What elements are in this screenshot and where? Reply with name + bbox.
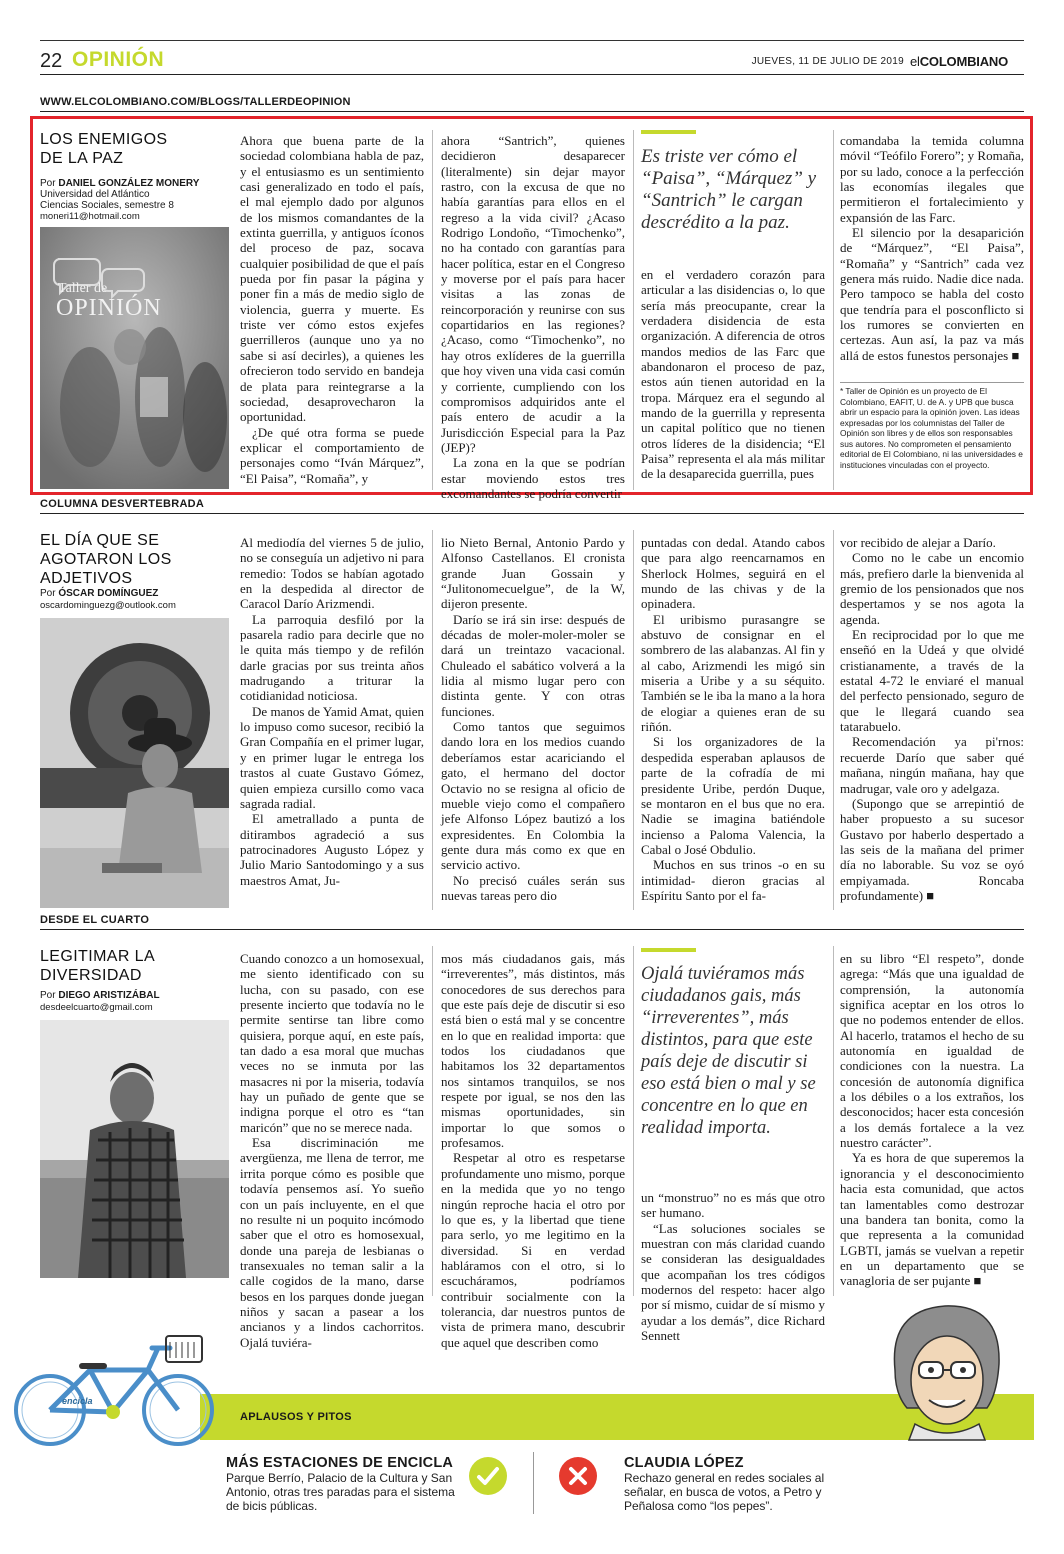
paragraph: Si los organizadores de la despedida esperaban aplausos de parte de la cofradía de mi presidente Uribe, perdón Duque, se montaron en el bus que no era. Nadie se imagina batiéndole incienso a Paloma Valencia, la Cabal o José Obdulio. xyxy=(641,734,825,857)
column-divider xyxy=(833,946,834,1296)
paragraph: en su libro “El respeto”, donde agrega: “Más que una igualdad de comprensión, la autonomía significa aceptar en los otros lo que no podemos entender de ellos. Al hacerlo, tratamos el hecho de su autonomía en igualdad de condiciones con la nuestra. La concesión de autonomía dignifica a los débiles o a los extraños, los desconocidos; hacer esta concesión a los demás fortalece a la vez nuestro carácter”. xyxy=(840,951,1024,1151)
top-rule xyxy=(40,40,1024,41)
paragraph: En reciprocidad por lo que me enseñó en la Udeá y que olvidé cristianamente, a través de la estatal 4-72 le enviaré el manual del perfecto pensionado, seguro de que le llegará cuando sea tatarabuelo. xyxy=(840,627,1024,735)
paragraph: Cuando conozco a un homosexual, me siento identificado con su lucha, con su pasado, con ese presente incierto que todavía no le permite sentirse tan libre como quisiera, porque aquí, en este país, tan dado a esa moral que muchas veces no se inmuta por las masacres ni por la miseria, todavía hay un puñado de gente que se indigna porque el otro es “tan maricón” que no se merece nada. xyxy=(240,951,424,1135)
paragraph: Esa discriminación me avergüenza, me llena de terror, me irrita porque cómo es posible que todavía pensemos así. Yo sueño con un país incluyente, en el que no resulte ni un poquito incómodo saber que el otro es homosexual, donde una pareja de lesbianas o transexuales no teman salir a la calle cogidos de la mano, darse besos en los parques donde juegan niños y sacan a pasear a los ancianos y a lindos cachorritos. Ojalá tuviéra- xyxy=(240,1135,424,1350)
paragraph: Ahora que buena parte de la sociedad colombiana habla de paz, y el entusiasmo es un sentimiento casi generalizado en todo el país, el mal ejemplo dado por algunos de los mismos comandantes de la extinta guerrilla, y antiguos íconos del proceso de paz, socava cualquier posibilidad de que el país pueda por fin pasar la página y poner fin a más de medio siglo de violencia, guerra y muerte. Es triste ver cómo estos exjefes guerrilleros (aunque uno ya no sabe si así decirles), a quienes les ofrecieron todo servido en bandeja de plata para reintegrarse a la sociedad, desaprovecharon la oportunidad. xyxy=(240,133,424,425)
title-line: DIVERSIDAD xyxy=(40,967,142,984)
paragraph: vor recibido de alejar a Darío. xyxy=(840,535,996,550)
paragraph: lio Nieto Bernal, Antonio Pardo y Alfonso Castellanos. El cronista grande Juan Gossain y “Julitonomecuelgue”, de la W, dijeron presente. xyxy=(441,535,625,612)
bicycle-icon xyxy=(8,1330,218,1454)
article-column-1 xyxy=(240,951,424,1350)
article-title xyxy=(40,130,230,168)
article-column-2 xyxy=(441,133,625,501)
check-icon xyxy=(468,1456,508,1496)
article-column-4 xyxy=(840,951,1024,1296)
bike-brand-label: encicla xyxy=(62,1396,93,1406)
paragraph: No precisó cuáles serán sus nuevas tareas pero dio xyxy=(441,872,625,903)
article-title xyxy=(40,947,230,985)
paragraph: Como tantos que seguimos dando lora en los medios cuando deberíamos estar acariciando el gato, el hermano del doctor Octavio no se resigna al oficio de mueble viejo como el compañero jefe Alfonso López bautizó a los expresidentes. En Colombia la gente dura más como ex que en servicio activo. xyxy=(441,719,625,873)
aplausos-title: APLAUSOS Y PITOS xyxy=(240,1411,352,1423)
author-email[interactable]: moneri11@hotmail.com xyxy=(40,211,140,222)
paragraph: La zona en la que se podrían estar moviendo estos tres excomandantes se podría convertir xyxy=(441,455,625,501)
paragraph: en el verdadero corazón para articular a las disidencias o, lo que sería más preocupante, crear la verdadera disidencia de esta organización. A diferencia de otros mandos medios de las Farc que abandonaron el proceso de paz, estos aún tienen autoridad en la tropa. Márquez era el segundo al mando de la guerrilla y representa un capital político que no tienen otros líderes de la disidencia; “El Paisa” representa el ala más militar de la desaparecida guerrilla, pues xyxy=(641,267,825,482)
pull-quote: Ojalá tuviéramos más ciudadanos gais, más “irreverentes”, más distintos, para que este país deje de discutir si eso está bien o mal y se concentre en lo que en realidad importa. xyxy=(641,964,816,1138)
blog-url[interactable]: WWW.ELCOLOMBIANO.COM/BLOGS/TALLERDEOPINION xyxy=(40,96,351,108)
paragraph: De manos de Yamid Amat, quien lo impuso como sucesor, recibió la Gran Compañía en el primer lugar, y en primer lugar le entrega los trastos al cuate Gustavo Gómez, quien empieza cursillo como vaca sagrada radial. xyxy=(240,703,424,811)
column-kicker: DESDE EL CUARTO xyxy=(40,914,150,926)
paragraph: comandaba la temida columna móvil “Teófilo Forero”; y Romaña, por su lado, conoce a la perfección las economías ilegales que permitieron el fortalecimiento y expansión de las Farc. xyxy=(840,133,1024,225)
page-number: 22 xyxy=(40,50,63,72)
column-divider xyxy=(432,130,433,490)
article-column-2 xyxy=(441,535,625,910)
paragraph: mos más ciudadanos gais, más “irreverentes”, más distintos, más conocedores de sus derechos para que este país deje de discutir si eso está bien o está mal y se concentre en lo que en realidad importa: que todos los ciudadanos que habitamos los 32 departamentos nos sintamos tranquilos, se nos respete por igual, se nos den las mismas oportunidades, sin importar lo que somos o profesamos. xyxy=(441,951,625,1151)
pull-quote-accent xyxy=(641,948,696,952)
column-divider xyxy=(432,530,433,910)
header-rule xyxy=(40,74,1024,75)
affiliation: Ciencias Sociales, semestre 8 xyxy=(40,200,174,211)
section-rule xyxy=(40,513,1024,514)
article-column-4 xyxy=(840,133,1024,375)
column-divider xyxy=(633,530,634,910)
affiliation: Universidad del Atlántico xyxy=(40,189,150,200)
pito-text: Rechazo general en redes sociales al señalar, en busca de votos, a Petro y Peñalosa como “los pepes”. xyxy=(624,1471,825,1513)
paragraph: Al mediodía del viernes 5 de julio, no se conseguía un adjetivo ni para remedio: Todos se habían agotado en la despedida al director de Caracol Darío Arizmendi. xyxy=(240,535,424,612)
aplauso-heading: MÁS ESTACIONES DE ENCICLA xyxy=(226,1455,454,1471)
article-title xyxy=(40,531,230,588)
footnote-rule xyxy=(840,382,1024,383)
image-label-small: Taller de xyxy=(58,281,108,296)
column-kicker: COLUMNA DESVERTEBRADA xyxy=(40,498,205,510)
article-column-3 xyxy=(641,535,825,910)
paragraph: El silencio por la desaparición de “Márquez”, “El Paisa”, “Romaña” y “Santrich” cada vez genera más ruido. Nadie dice nada. Pero tampoco se habla del costo que tendría para el posconflicto si los rumores se convierten en certezas. Aun así, la paz va más allá de estos funestos personajes ■ xyxy=(840,225,1024,363)
paragraph: La parroquia desfiló por la pasarela radio para decirle que no le quita más tiempo y de refilón darle gracias por sus treinta años madrugando a triturar la cotidianidad noticiosa. xyxy=(240,611,424,704)
pull-quote-accent xyxy=(641,130,696,134)
cross-icon xyxy=(558,1456,598,1496)
column-divider xyxy=(833,130,834,490)
author-name: ÓSCAR DOMÍNGUEZ xyxy=(58,588,159,599)
author-photo xyxy=(40,1020,229,1278)
column-divider xyxy=(633,130,634,490)
author-email[interactable]: desdeelcuarto@gmail.com xyxy=(40,1002,153,1013)
aplauso-text: Parque Berrío, Palacio de la Cultura y San Antonio, otras tres paradas para el sistema de bicis públicas. xyxy=(226,1471,455,1513)
pito-heading: CLAUDIA LÓPEZ xyxy=(624,1455,744,1471)
paragraph: Darío se irá sin irse: después de décadas de moler-moler-moler se dará un treintazo vacacional. Chuleado el sabático volverá a la lidia al mismo lugar pero con distinta gente. Y con otras funciones. xyxy=(441,611,625,719)
paragraph: Muchos en sus trinos -o en su intimidad- dieron gracias al Espíritu Santo por el fa- xyxy=(641,857,825,903)
author-name: DANIEL GONZÁLEZ MONERY xyxy=(58,178,200,189)
masthead-logo xyxy=(910,54,1008,69)
paragraph: Ya es hora de que superemos la ignorancia y el desconocimiento hacia esta comunidad, que actos tan lamentables como destrozar una bandera tan bonita, como la que representa a la comunidad LGBTI, jamás se vuelvan a repetir en un departamento que se vanagloria de ser pujante ■ xyxy=(840,1150,1024,1289)
paragraph: El uribismo purasangre se abstuvo de consignar en el sombrero de las alabanzas. Al fin y al cabo, Arizmendi les migó sin miseria a Uribe y a su séquito. También se le iba la mano a la hora de elogiar a quienes eran de su riñón. xyxy=(641,611,825,735)
image-label-big: OPINIÓN xyxy=(56,295,162,321)
column-divider xyxy=(833,530,834,910)
paragraph: (Supongo que se arrepintió de haber propuesto a su sucesor Gustavo por haberlo despertado a las seis de la mañana del primer día no laborable. Su voz se oyó empiyamada. Roncaba profundamente) ■ xyxy=(840,795,1024,903)
pull-quote: Es triste ver cómo el “Paisa”, “Márquez” y “Santrich” le cargan descrédito a la paz. xyxy=(641,146,817,233)
footnote: * Taller de Opinión es un proyecto de El Colombiano, EAFIT, U. de A. y UPB que busca abrir un espacio para la opinión joven. Las ideas expresadas por los columnistas del Taller de Opinión son libres y de ellos son responsables sus autores. No comprometen el pensamiento editorial de El Colombiano, ni las universidades e instituciones vinculadas con el proyecto. xyxy=(840,386,1023,470)
article-column-2 xyxy=(441,951,625,1350)
title-line: ADJETIVOS xyxy=(40,570,133,587)
author-photo xyxy=(40,618,229,908)
taller-opinion-illustration xyxy=(40,227,229,489)
paragraph: ahora “Santrich”, quienes decidieron desaparecer (literalmente) sin dejar mayor rastro, con la excusa de que no había garantías para ellos en el regreso a la vida civil? ¿Acaso Rodrigo Londoño, “Timochenko”, no ha contado con garantías para hacer política, estar en el Congreso y moverse por el país para hacer visitas a las zonas de reincorporación y reunirse con sus copartidarios en las regiones? ¿Acaso, como “Timochenko”, no hay otros exlíderes de la guerrilla que hoy viven una vida casi común y corriente, cumpliendo con los compromisos adquiridos ante el país entero de acudir a la Jurisdicción Especial para la Paz (JEP)? xyxy=(441,133,625,455)
author-photo-image xyxy=(40,1020,229,1278)
byline xyxy=(40,588,240,600)
article-column-1 xyxy=(240,133,424,491)
paragraph: Respetar al otro es respetarse profundamente uno mismo, porque en la medida que yo no tengo ningún reproche hacia el otro por lo que es, y la libertad que tiene para serlo, yo me legitimo en la diversidad. Si en verdad habláramos con el otro, si lo escucháramos, podríamos contribuir socialmente con la tolerancia, dar nuestros puntos de vista de primera mano, descubrir que aquel que describen como xyxy=(441,1150,625,1350)
author-name: DIEGO ARISTIZÁBAL xyxy=(58,990,160,1001)
url-rule xyxy=(40,111,1024,112)
paragraph: “Las soluciones sociales se muestran con más claridad cuando se consideran las desigualdades que acompañan los tres códigos modernos del respeto: hacer algo por sí mismo, cuidar de sí mismo y ayudar a los demás”, dice Richard Sennett xyxy=(641,1220,825,1344)
aplausos-divider xyxy=(533,1452,534,1514)
article-column-3 xyxy=(641,267,825,491)
author-photo-image xyxy=(40,618,229,908)
issue-date: JUEVES, 11 DE JULIO DE 2019 xyxy=(751,56,904,67)
masthead-prefix: el xyxy=(910,54,920,69)
article-column-4 xyxy=(840,535,1024,910)
paragraph: un “monstruo” no es más que otro ser humano. xyxy=(641,1190,825,1221)
author-email[interactable]: oscardominguezg@outlook.com xyxy=(40,600,176,611)
taller-opinion-image xyxy=(40,227,229,489)
byline xyxy=(40,990,240,1002)
masthead-name: COLOMBIANO xyxy=(919,54,1008,69)
title-line: LEGITIMAR LA xyxy=(40,948,156,965)
paragraph: Como no le cabe un encomio más, prefiero darle la bienvenida al gremio de los pensionados que nos despertamos y se nos agota la agenda. xyxy=(840,550,1024,627)
caricature-illustration xyxy=(865,1300,1025,1440)
section-rule xyxy=(40,929,1024,930)
column-divider xyxy=(432,946,433,1296)
byline-prefix: Por xyxy=(40,990,56,1001)
title-line: DE LA PAZ xyxy=(40,150,124,167)
section-name: OPINIÓN xyxy=(72,48,165,71)
paragraph: Recomendación ya pi'rnos: recuerde Darío que saber qué mañana, ningún mañana, hay que madrugar, vale oro y adelgaza. xyxy=(840,734,1024,796)
column-divider xyxy=(633,946,634,1296)
paragraph: El ametrallado a punta de ditirambos agradeció a sus patrocinadores Augusto López y Julio Mario Santodomingo y a sus maestros Amat, Ju- xyxy=(240,811,424,888)
title-line: LOS ENEMIGOS xyxy=(40,131,168,148)
article-column-3 xyxy=(641,1190,825,1344)
paragraph: puntadas con dedal. Atando cabos que para algo reencarnamos en Sherlock Holmes, seguirá en el mundo de las chivas y de la opinadera. xyxy=(641,535,825,612)
title-line: AGOTARON LOS xyxy=(40,551,172,568)
byline-prefix: Por xyxy=(40,178,56,189)
title-line: EL DÍA QUE SE xyxy=(40,532,160,549)
paragraph: ¿De qué otra forma se puede explicar el comportamiento de personajes como “Iván Márquez”, “El Paisa”, “Romaña”, y xyxy=(240,424,424,486)
byline-prefix: Por xyxy=(40,588,56,599)
article-column-1 xyxy=(240,535,424,910)
